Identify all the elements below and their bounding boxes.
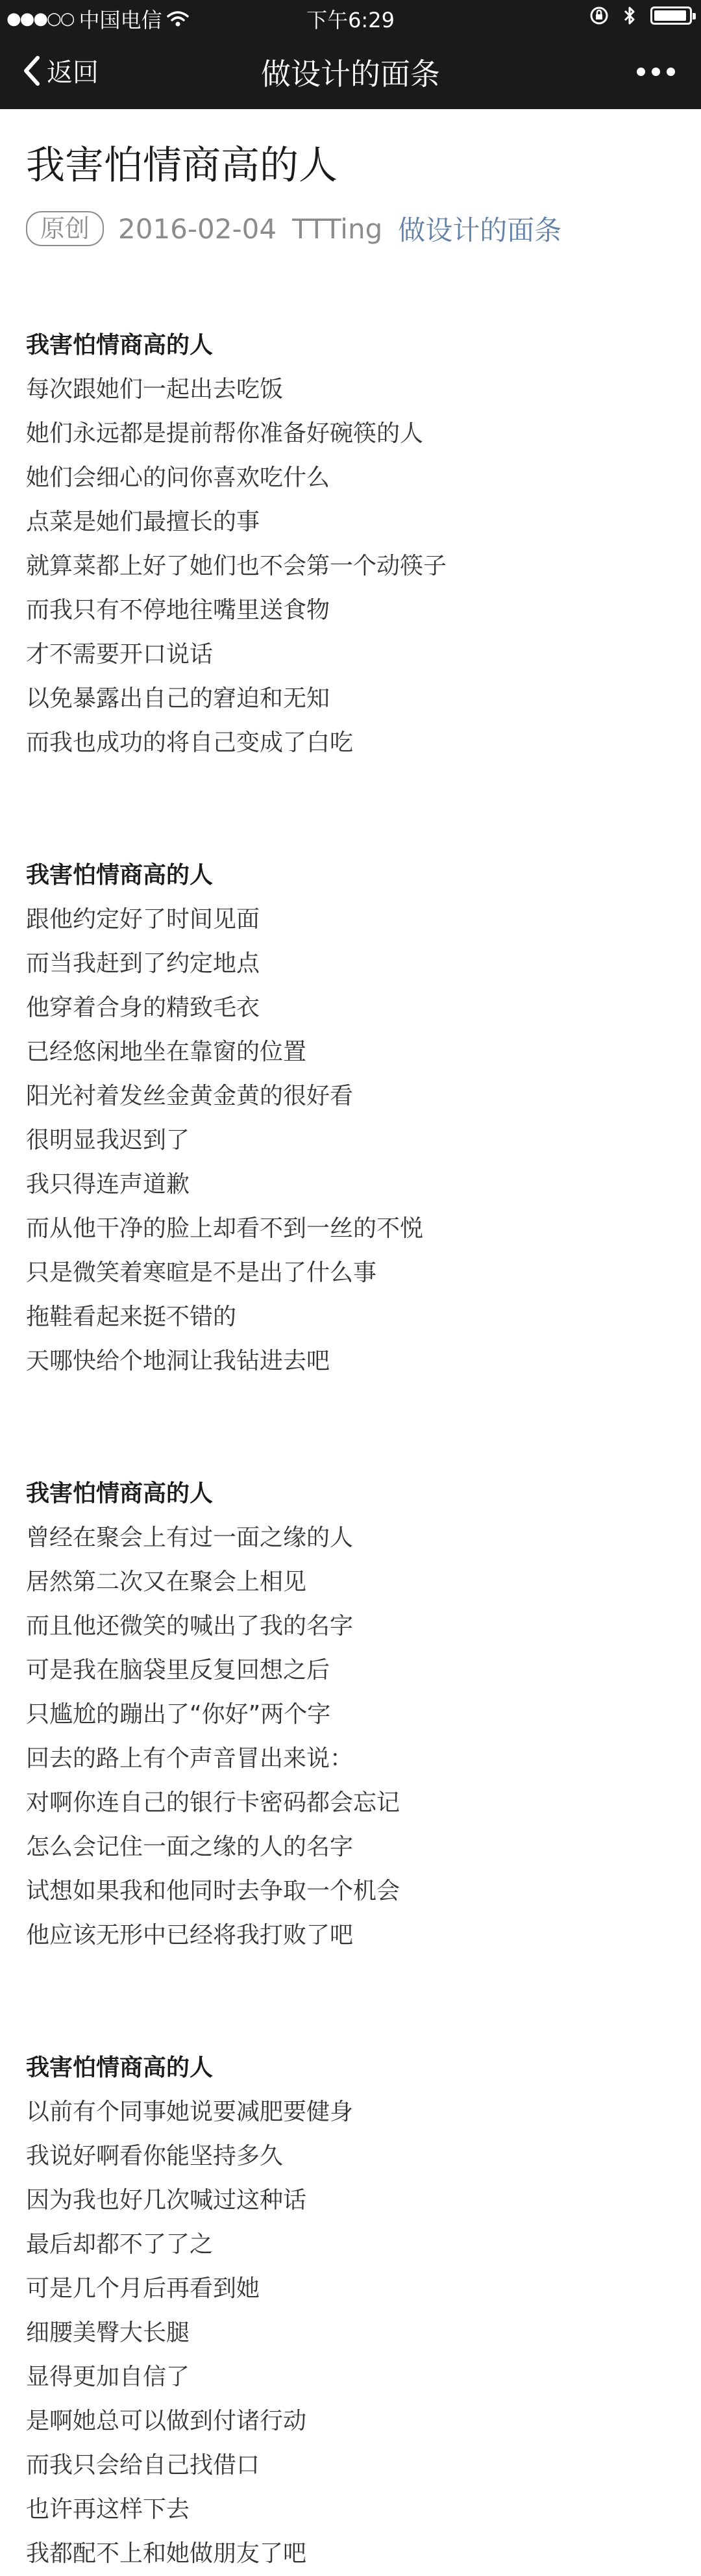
- paragraph-line: 才不需要开口说话: [26, 641, 214, 668]
- top-bar: [0, 0, 701, 109]
- more-dot-icon: [667, 68, 675, 76]
- paragraph-line: 而当我赶到了约定地点: [26, 950, 260, 977]
- paragraph-line: 而我只会给自己找借口: [26, 2452, 260, 2479]
- status-bar: [0, 0, 701, 36]
- chevron-left-icon: [22, 55, 40, 86]
- paragraph-line: 显得更加自信了: [26, 2364, 190, 2390]
- paragraph-line: 而从他干净的脸上却看不到一丝的不悦: [26, 1215, 424, 1242]
- paragraph-line: 可是几个月后再看到她: [26, 2275, 260, 2302]
- paragraph-line: 最后却都不了了之: [26, 2231, 214, 2258]
- paragraph-line: 也许再这样下去: [26, 2496, 190, 2523]
- section-heading: 我害怕情商高的人: [26, 862, 214, 889]
- signal-strength-icon: ●●●○○: [6, 9, 74, 29]
- section-heading: 我害怕情商高的人: [26, 332, 214, 359]
- paragraph-line: 因为我也好几次喊过这种话: [26, 2187, 307, 2214]
- more-dot-icon: [652, 68, 660, 76]
- account-link[interactable]: 做设计的面条: [398, 214, 562, 246]
- rotation-lock-icon: [589, 6, 609, 25]
- article-section: [26, 2046, 675, 2576]
- status-right: [589, 5, 692, 26]
- paragraph-line: 拖鞋看起来挺不错的: [26, 1304, 237, 1330]
- more-options-button[interactable]: [637, 68, 675, 76]
- paragraph-line: 阳光衬着发丝金黄金黄的很好看: [26, 1083, 354, 1109]
- section-heading: 我害怕情商高的人: [26, 1480, 214, 1507]
- battery-icon: [650, 6, 692, 25]
- paragraph-line: 她们会细心的问你喜欢吃什么: [26, 464, 330, 491]
- back-button[interactable]: [22, 52, 99, 89]
- status-time: 下午6:29: [306, 8, 395, 32]
- battery-level: [654, 10, 686, 21]
- paragraph-line: 点菜是她们最擅长的事: [26, 509, 260, 535]
- publish-date: 2016-02-04: [118, 212, 277, 245]
- paragraph-line: 天哪快给个地洞让我钻进去吧: [26, 1348, 330, 1374]
- bluetooth-icon: [623, 5, 636, 26]
- paragraph-line: 以前有个同事她说要减肥要健身: [26, 2099, 354, 2125]
- article-section: [26, 323, 675, 765]
- paragraph-line: 只尴尬的蹦出了“你好”两个字: [26, 1701, 331, 1728]
- paragraph-line: 我都配不上和她做朋友了吧: [26, 2540, 307, 2567]
- paragraph-line: 只是微笑着寒暄是不是出了什么事: [26, 1259, 377, 1286]
- paragraph-line: 我只得连声道歉: [26, 1171, 190, 1198]
- paragraph-line: 对啊你连自己的银行卡密码都会忘记: [26, 1789, 400, 1816]
- paragraph-line: 而且他还微笑的喊出了我的名字: [26, 1613, 354, 1639]
- article-content: [26, 323, 675, 2576]
- paragraph-line: 居然第二次又在聚会上相见: [26, 1569, 307, 1595]
- paragraph-line: 他应该无形中已经将我打败了吧: [26, 1922, 354, 1949]
- paragraph-line: 曾经在聚会上有过一面之缘的人: [26, 1524, 354, 1551]
- article-meta: [26, 208, 675, 249]
- paragraph-line: 他穿着合身的精致毛衣: [26, 994, 260, 1021]
- paragraph-line: 怎么会记住一面之缘的人的名字: [26, 1834, 354, 1860]
- original-badge: 原创: [26, 211, 104, 246]
- paragraph-line: 可是我在脑袋里反复回想之后: [26, 1657, 330, 1684]
- article-section: [26, 853, 675, 1383]
- paragraph-line: 跟他约定好了时间见面: [26, 906, 260, 933]
- paragraph-line: 而我只有不停地往嘴里送食物: [26, 597, 330, 624]
- article-title: 我害怕情商高的人: [26, 143, 338, 188]
- nav-title: 做设计的面条: [261, 57, 440, 92]
- paragraph-line: 以免暴露出自己的窘迫和无知: [26, 685, 330, 712]
- paragraph-line: 而我也成功的将自己变成了白吃: [26, 729, 354, 756]
- more-dot-icon: [637, 68, 645, 76]
- paragraph-line: 回去的路上有个声音冒出来说：: [26, 1745, 354, 1772]
- article: [26, 136, 675, 2576]
- nav-bar: [0, 36, 701, 109]
- paragraph-line: 我说好啊看你能坚持多久: [26, 2143, 284, 2169]
- carrier-name: 中国电信: [79, 8, 162, 32]
- paragraph-line: 每次跟她们一起出去吃饭: [26, 376, 284, 403]
- paragraph-line: 她们永远都是提前帮你准备好碗筷的人: [26, 420, 424, 447]
- paragraph-line: 就算菜都上好了她们也不会第一个动筷子: [26, 553, 447, 579]
- paragraph-line: 已经悠闲地坐在靠窗的位置: [26, 1039, 307, 1065]
- article-section: [26, 1472, 675, 1958]
- section-heading: 我害怕情商高的人: [26, 2054, 214, 2081]
- paragraph-line: 是啊她总可以做到付诸行动: [26, 2408, 307, 2434]
- paragraph-line: 试想如果我和他同时去争取一个机会: [26, 1878, 400, 1904]
- paragraph-line: 很明显我迟到了: [26, 1127, 190, 1154]
- back-label: 返回: [47, 58, 99, 88]
- paragraph-line: 细腰美臀大长腿: [26, 2319, 190, 2346]
- author-name: TTTing: [292, 212, 383, 245]
